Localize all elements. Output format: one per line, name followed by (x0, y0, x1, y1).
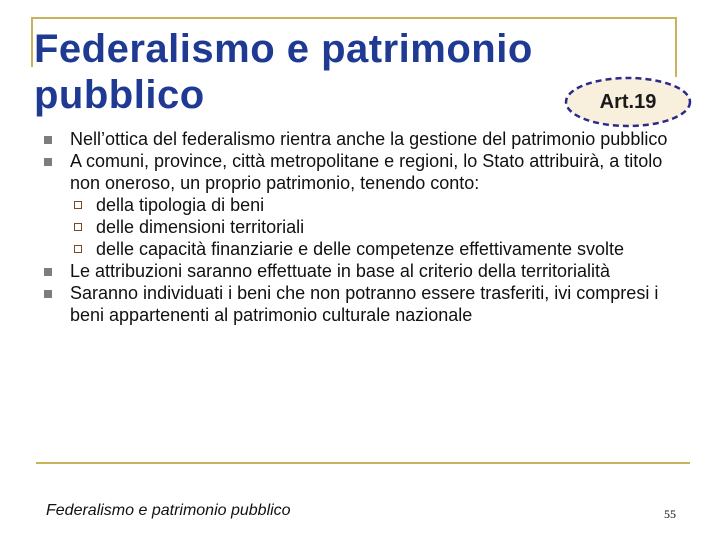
sub-bullet-item (70, 216, 682, 238)
square-bullet-icon (44, 290, 52, 298)
bullet-item (42, 128, 682, 150)
bullet-text: Saranno individuati i beni che non potranno essere trasferiti, ivi compresi i beni appartenenti al patrimonio culturale nazionale (70, 283, 659, 325)
sub-bullet-item (70, 238, 682, 260)
square-bullet-icon (44, 268, 52, 276)
sub-bullet-list (70, 194, 682, 260)
sub-bullet-item (70, 194, 682, 216)
sub-bullet-text: della tipologia di beni (96, 195, 265, 215)
bullet-text: Le attribuzioni saranno effettuate in base al criterio della territorialità (70, 261, 610, 281)
page-number: 55 (664, 507, 676, 521)
bullet-text: Nell’ottica del federalismo rientra anche la gestione del patrimonio pubblico (70, 129, 668, 149)
slide-title (34, 26, 533, 118)
frame-right-line (675, 17, 677, 77)
slide-body (42, 128, 682, 326)
bullet-text: A comuni, province, città metropolitane e regioni, lo Stato attribuirà, a titolo non oneroso, un proprio patrimonio, tenendo conto: (70, 151, 663, 193)
square-bullet-icon (44, 158, 52, 166)
bullet-item (42, 260, 682, 282)
sub-bullet-text: delle capacità finanziarie e delle competenze effettivamente svolte (96, 239, 624, 259)
square-bullet-icon (44, 136, 52, 144)
bullet-list (42, 128, 682, 326)
hollow-square-bullet-icon (74, 201, 82, 209)
footer-title: Federalismo e patrimonio pubblico (46, 502, 291, 519)
hollow-square-bullet-icon (74, 245, 82, 253)
sub-bullet-text: delle dimensioni territoriali (96, 217, 305, 237)
article-badge (564, 76, 692, 128)
slide-title-line-2: pubblico (34, 73, 205, 117)
hollow-square-bullet-icon (74, 223, 82, 231)
bullet-item (42, 150, 682, 260)
frame-left-line (31, 17, 33, 67)
article-badge-label: Art.19 (599, 90, 657, 113)
slide-title-line-1: Federalismo e patrimonio (34, 27, 533, 71)
bullet-item (42, 282, 682, 326)
frame-top-line (31, 17, 677, 19)
footer-divider (36, 462, 690, 464)
